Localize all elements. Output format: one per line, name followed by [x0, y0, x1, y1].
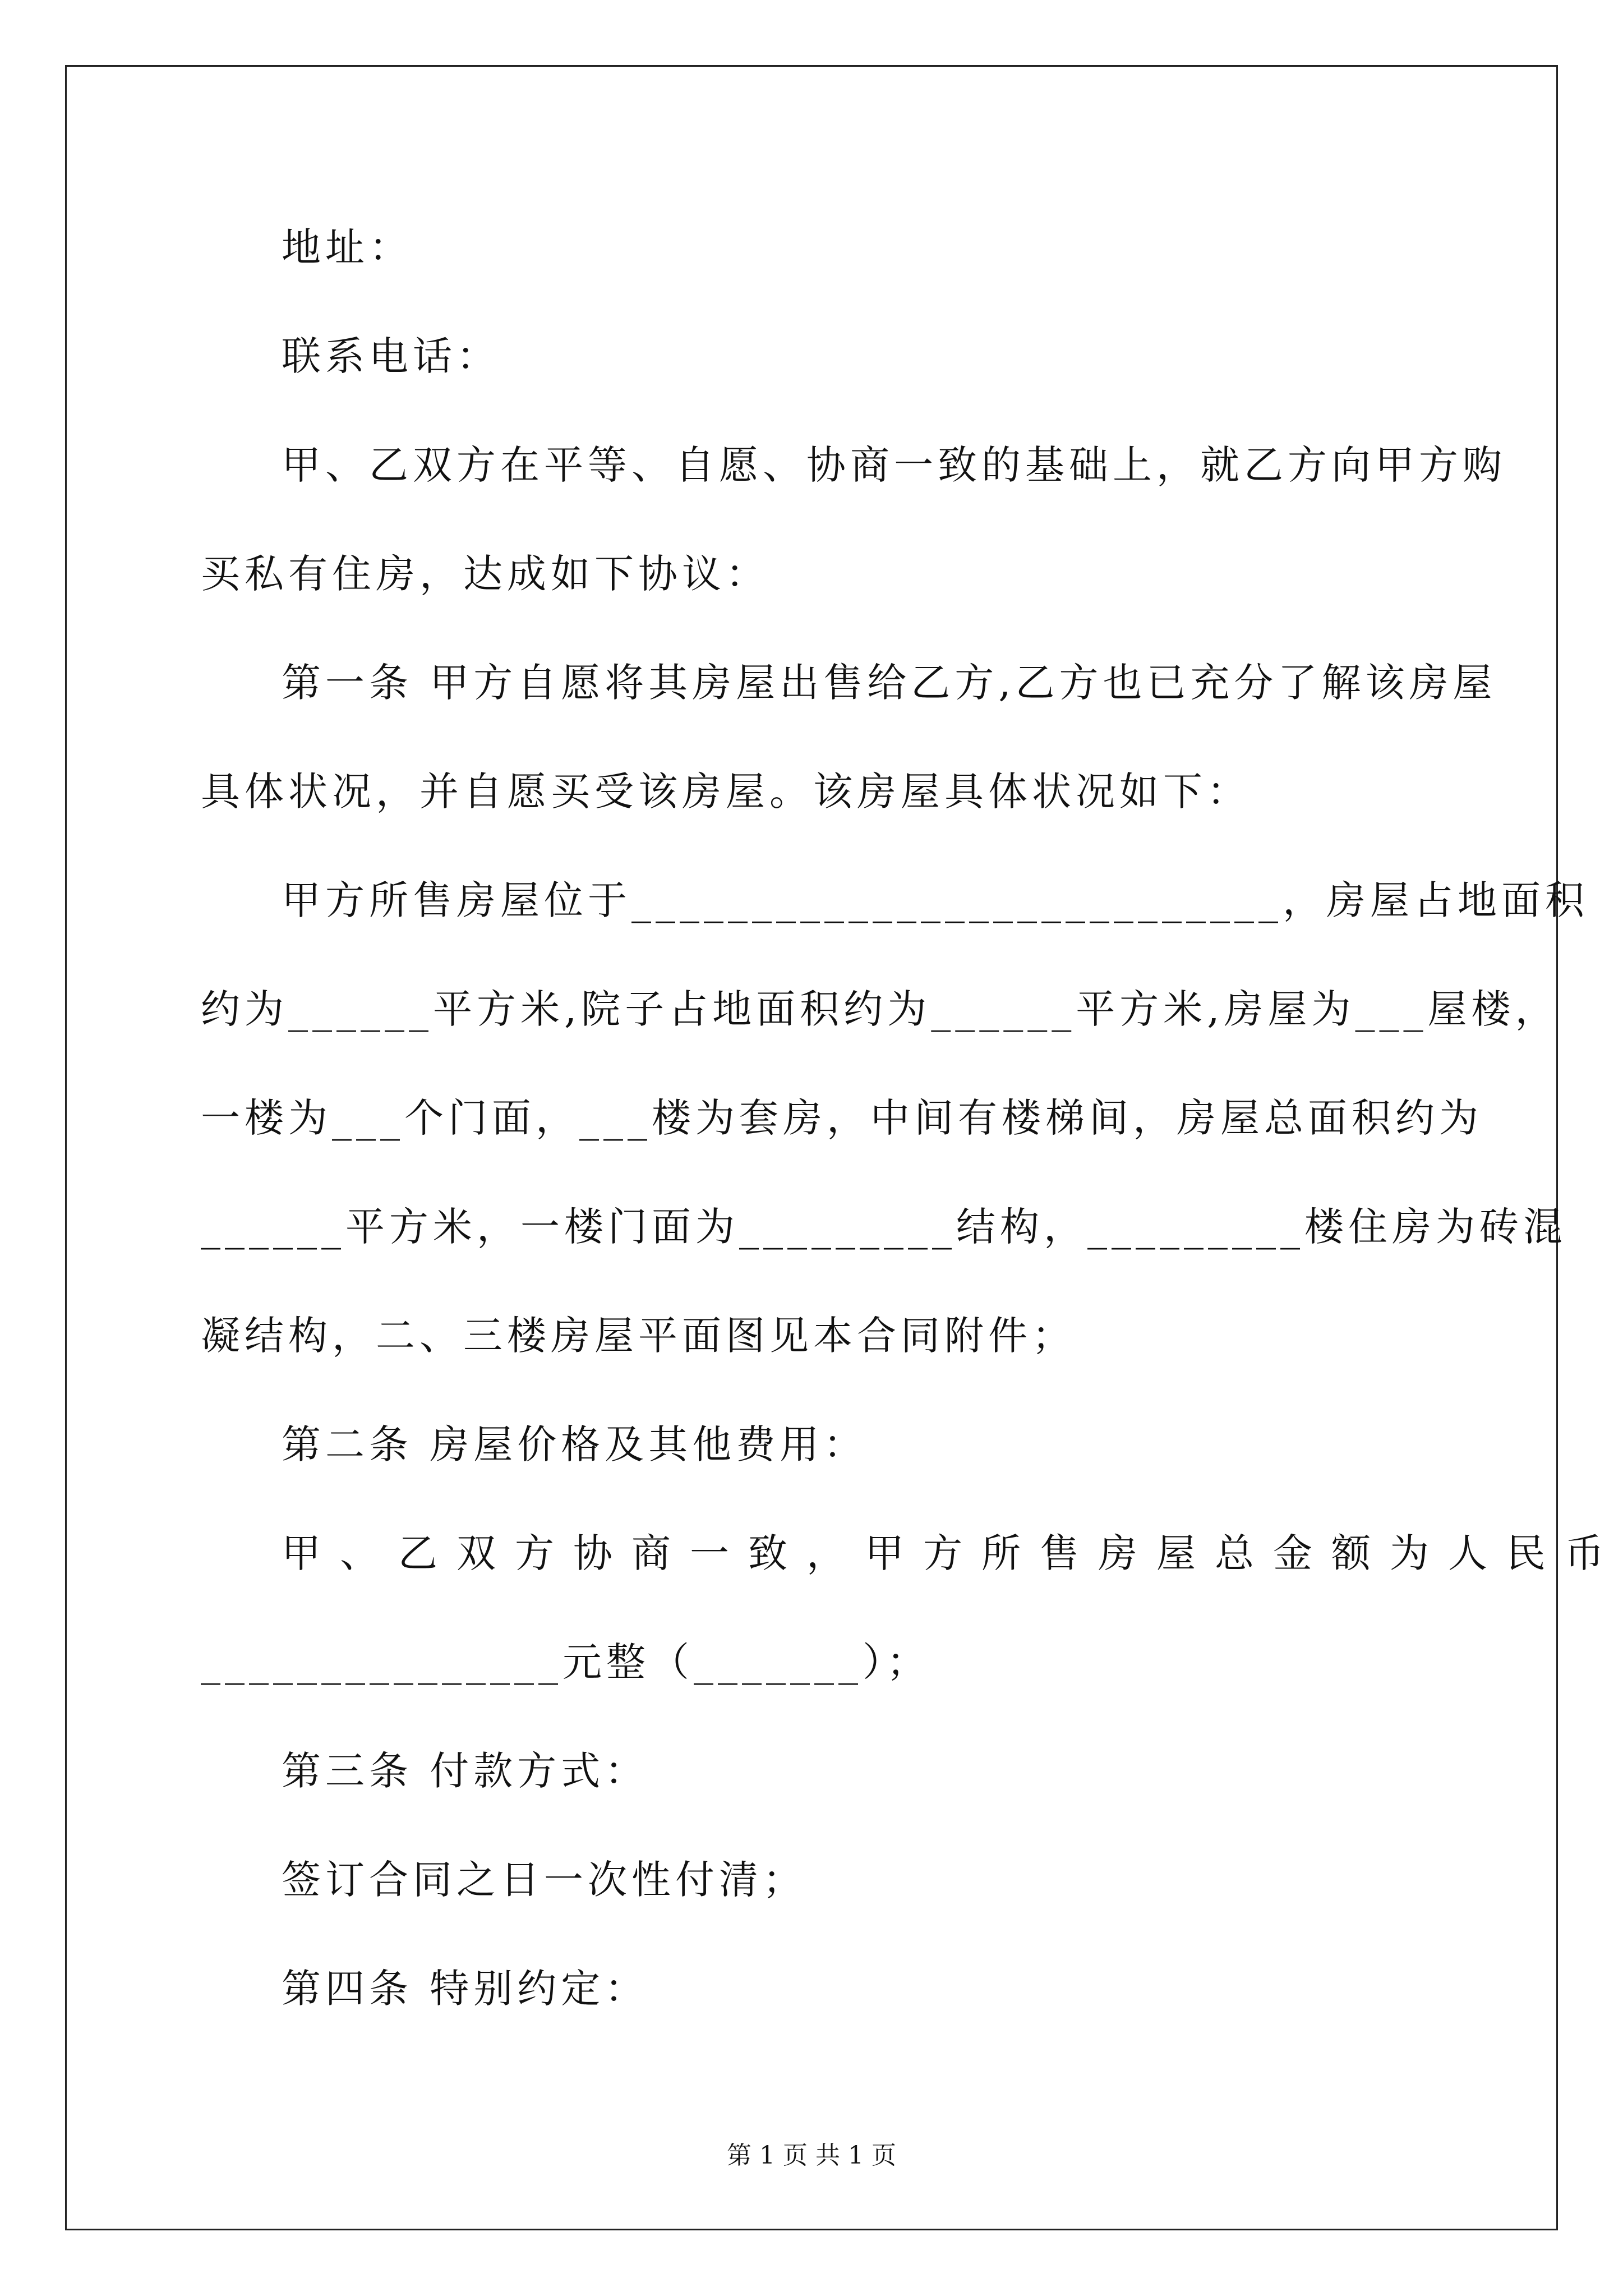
article-2-heading: 第二条 房屋价格及其他费用： [282, 1421, 868, 1467]
address-line: 地址： [282, 224, 413, 270]
phone-line: 联系电话： [282, 333, 500, 379]
page-number-footer: 第 1 页 共 1 页 [727, 2141, 896, 2170]
article-1-line-1: 第一条 甲方自愿将其房屋出售给乙方,乙方也已充分了解该房屋 [282, 660, 1497, 706]
article-4-heading: 第四条 特别约定： [282, 1966, 649, 2012]
article-3-heading: 第三条 付款方式： [282, 1748, 649, 1794]
property-detail-line-5: 凝结构，二、三楼房屋平面图见本合同附件； [201, 1313, 1076, 1359]
paragraph-intro-line-1: 甲、乙双方在平等、自愿、协商一致的基础上，就乙方向甲方购 [282, 442, 1506, 488]
article-1-line-2: 具体状况，并自愿买受该房屋。该房屋具体状况如下： [201, 769, 1251, 815]
property-detail-line-3: 一楼为___个门面，___楼为套房，中间有楼梯间，房屋总面积约为 [201, 1095, 1483, 1141]
price-line-2: _______________元整（_______）； [201, 1639, 930, 1685]
property-detail-line-1: 甲方所售房屋位于___________________________，房屋占地面积 [282, 877, 1589, 923]
paragraph-intro-line-2: 买私有住房，达成如下协议： [201, 551, 769, 597]
property-detail-line-2: 约为______平方米,院子占地面积约为______平方米,房屋为___屋楼， [201, 986, 1559, 1032]
document-body [201, 224, 1623, 2012]
price-line-1: 甲、乙双方协商一致，甲方所售房屋总金额为人民币 [282, 1530, 1623, 1576]
property-detail-line-4: ______平方米，一楼门面为_________结构，_________楼住房为砖混 [201, 1204, 1567, 1250]
payment-line: 签订合同之日一次性付清； [282, 1857, 806, 1903]
